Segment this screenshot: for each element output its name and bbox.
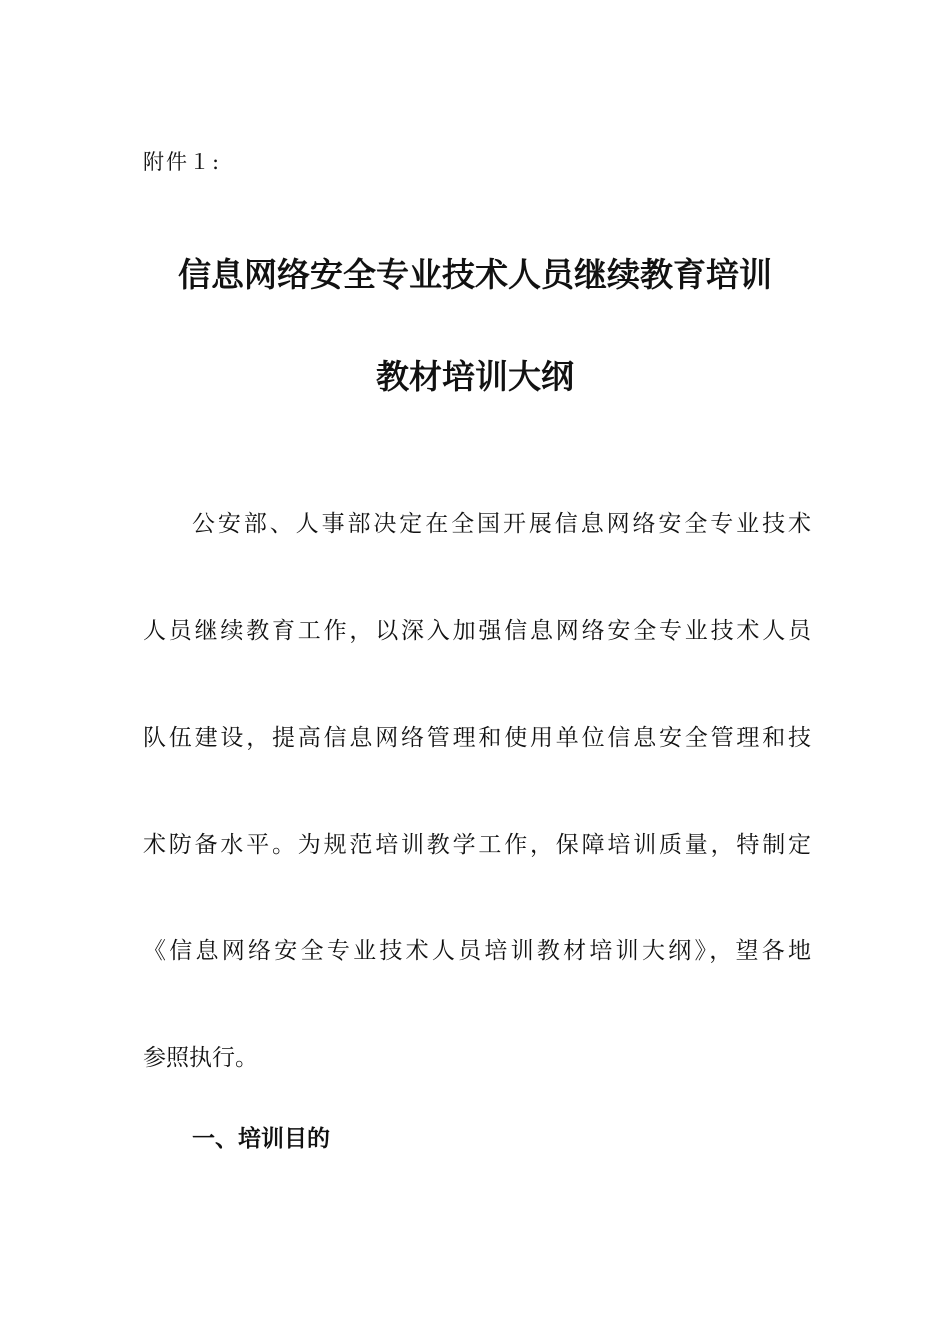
paragraph-line-1: 公安部、人事部决定在全国开展信息网络安全专业技术 [192, 511, 811, 537]
paragraph-line-2: 人员继续教育工作，以深入加强信息网络安全专业技术人员 [143, 618, 811, 644]
document-title-line-2: 教材培训大纲 [376, 357, 574, 396]
paragraph-line-5: 《信息网络安全专业技术人员培训教材培训大纲》，望各地 [143, 938, 811, 964]
section-heading-training-purpose: 一、培训目的 [192, 1126, 330, 1152]
paragraph-line-6: 参照执行。 [143, 1045, 258, 1071]
paragraph-line-4: 术防备水平。为规范培训教学工作，保障培训质量，特制定 [143, 832, 811, 858]
document-title-line-1: 信息网络安全专业技术人员继续教育培训 [178, 255, 772, 294]
attachment-label: 附件１: [143, 150, 222, 174]
paragraph-line-3: 队伍建设，提高信息网络管理和使用单位信息安全管理和技 [143, 725, 811, 751]
